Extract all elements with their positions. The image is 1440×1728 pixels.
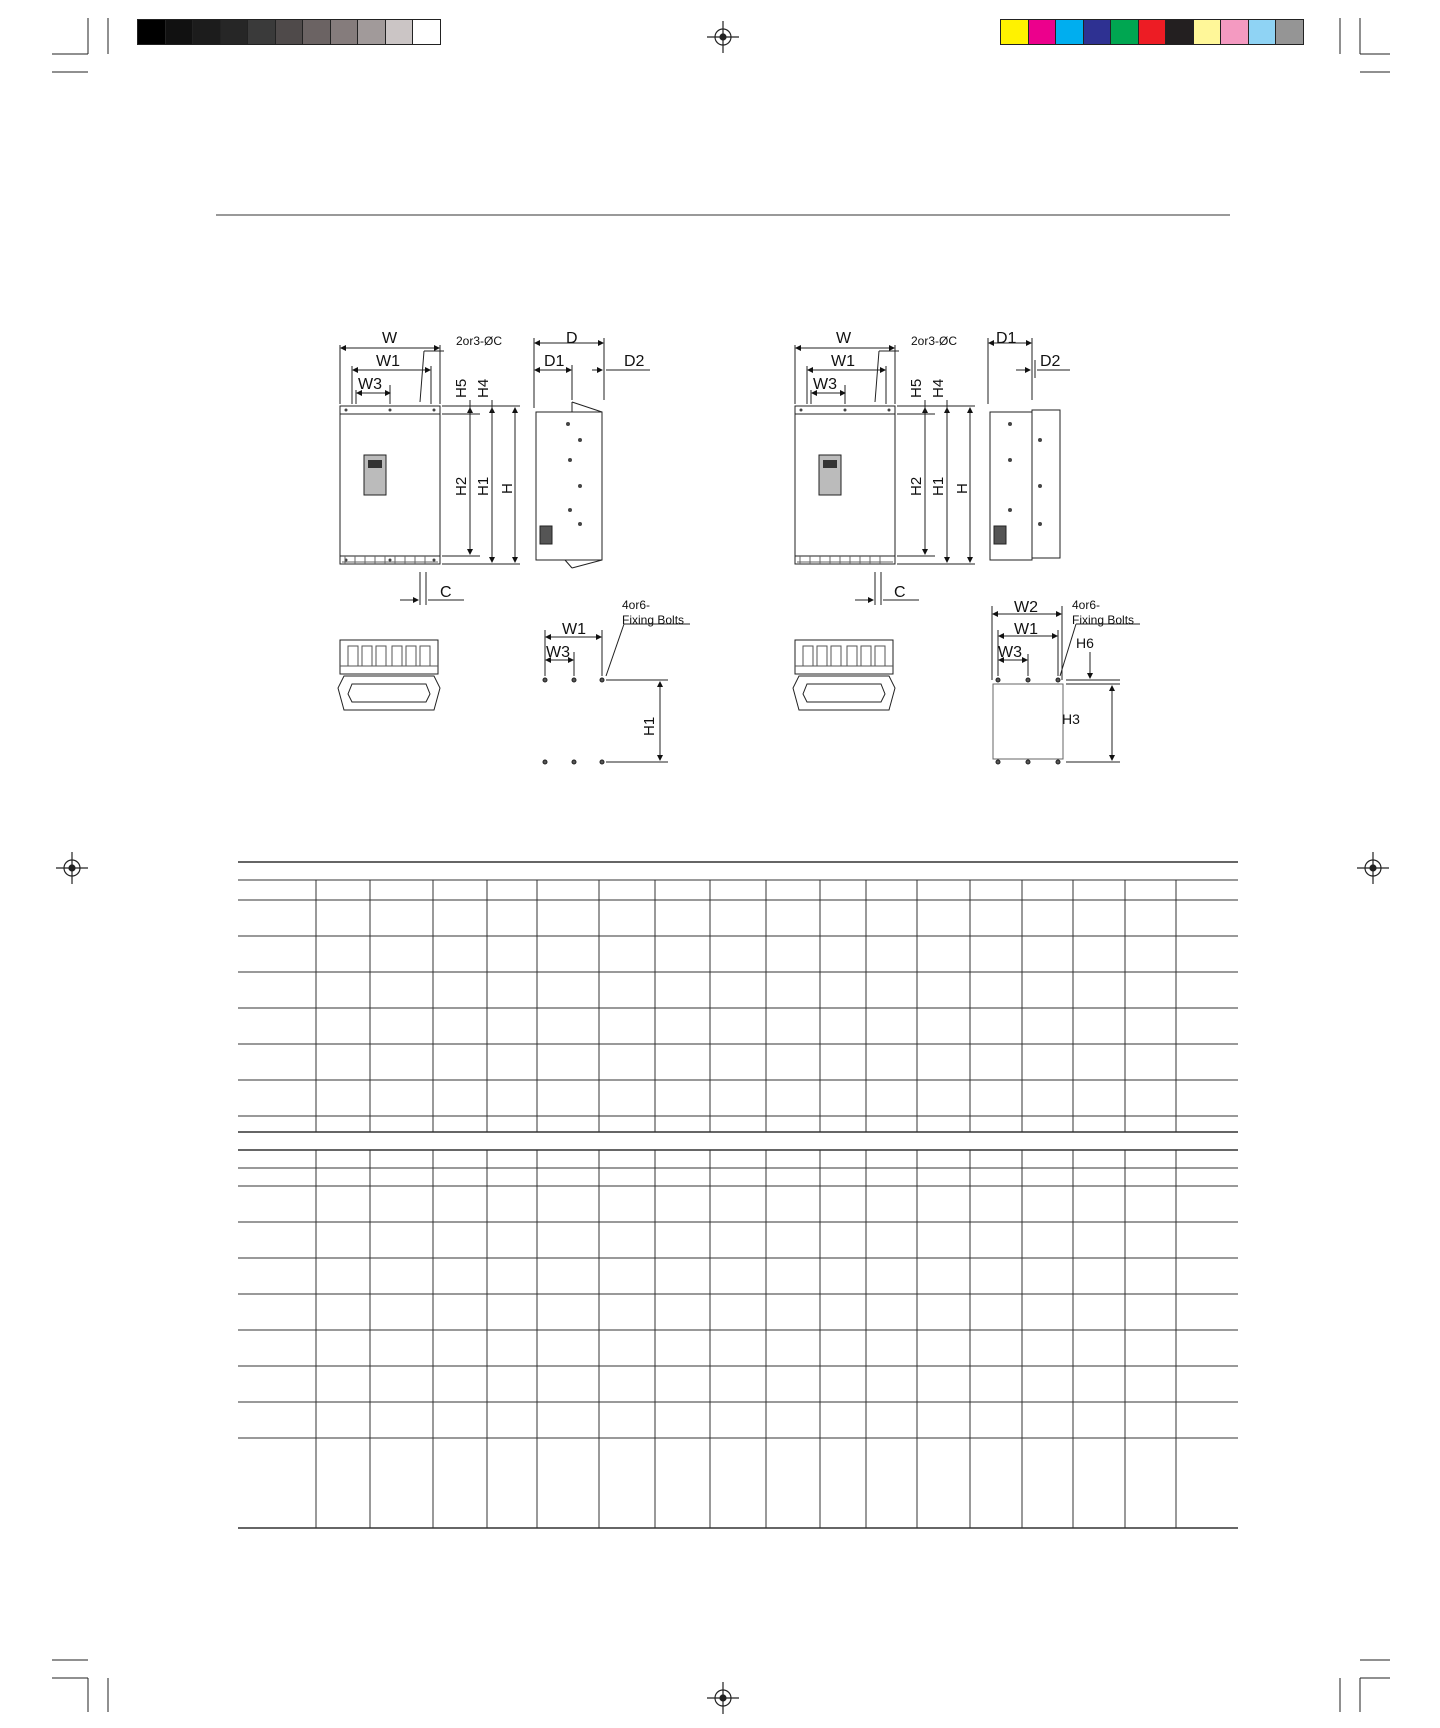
right-label-h: H (954, 483, 971, 494)
right-bolts-line2: Fixing Bolts (1072, 613, 1135, 627)
left-label-d: D (566, 330, 578, 347)
right-mount-label-h3: H3 (1062, 711, 1080, 727)
right-mount-label-w1: W1 (1014, 621, 1038, 638)
right-label-c: C (894, 584, 906, 601)
left-label-h4: H4 (475, 378, 492, 398)
left-label-w: W (382, 330, 398, 347)
right-label-d1: D1 (996, 330, 1017, 347)
right-label-w1: W1 (831, 353, 855, 370)
left-label-h2: H2 (453, 476, 470, 496)
left-label-d2: D2 (624, 353, 645, 370)
left-label-h: H (499, 483, 516, 494)
right-label-h5: H5 (908, 378, 925, 398)
left-label-hole: 2or3-ØC (456, 334, 503, 348)
right-mount-label-w2: W2 (1014, 599, 1038, 616)
right-label-h4: H4 (930, 378, 947, 398)
right-bolts-line1: 4or6- (1072, 598, 1101, 612)
right-label-h1: H1 (930, 476, 947, 496)
left-mount-label-w3: W3 (546, 644, 570, 661)
left-label-w3: W3 (358, 376, 382, 393)
right-mount-label-w3: W3 (998, 644, 1022, 661)
right-label-d2: D2 (1040, 353, 1061, 370)
right-label-w3: W3 (813, 376, 837, 393)
right-label-w: W (836, 330, 852, 347)
right-label-hole: 2or3-ØC (911, 334, 958, 348)
right-label-h2: H2 (908, 476, 925, 496)
right-mount-label-h6: H6 (1076, 635, 1094, 651)
left-label-d1: D1 (544, 353, 565, 370)
left-label-h5: H5 (453, 378, 470, 398)
left-mount-label-w1: W1 (562, 621, 586, 638)
left-label-w1: W1 (376, 353, 400, 370)
left-bolts-line1: 4or6- (622, 598, 651, 612)
left-label-h1: H1 (475, 476, 492, 496)
left-mount-label-h1: H1 (641, 716, 658, 736)
left-bolts-line2: Fixing Bolts (622, 613, 685, 627)
left-label-c: C (440, 584, 452, 601)
